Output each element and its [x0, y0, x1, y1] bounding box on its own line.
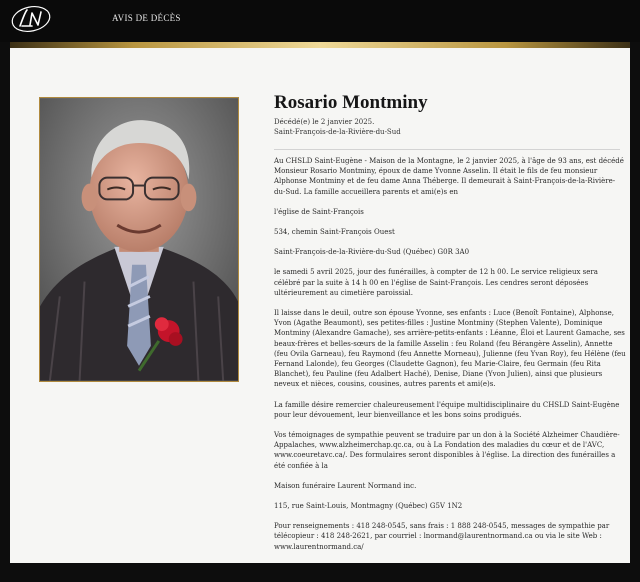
- funeral-home-logo[interactable]: [10, 4, 52, 34]
- paragraph-survivors: Il laisse dans le deuil, outre son épouse Yvonne, ses enfants : Luce (Benoît Fontaine), Alphonse, Yvon (Agathe Beaumont), ses petites-filles : Justine Montminy (Stephen Valente), Dominique Montminy (Alexandre Gamache), ses arrière-petits-enfants : Léanne, Éloi et Laurent Gamache, ses beaux-frères et belles-sœurs de la famille Asselin : feu Roland (feu Bérangère Asselin), Annette (feu Ovila Garneau), feu Raymond (feu Annette Morneau), Julienne (feu Yvan Roy), feu Hélène (feu Fernand Lalonde), feu Georges (Claudette Gagnon), feu Marie-Claire, feu Germain (feu Rita Blanchet), feu Pauline (feu Adalbert Haché), Denise, Diane (Yvon Julien), ainsi que plusieurs neveux et nièces, cousins, cousines, autres parents et ami(e)s.: [274, 309, 626, 389]
- paragraph-funeral-home: Maison funéraire Laurent Normand inc.: [274, 481, 417, 490]
- paragraph-thanks: La famille désire remercier chaleureusement l'équipe multidisciplinaire du CHSLD Saint-Eugène pour leur dévouement, leur bienveillance et les bons soins prodigués.: [274, 400, 620, 419]
- paragraph-funeral-home-address: 115, rue Saint-Louis, Montmagny (Québec) G5V 1N2: [274, 502, 463, 511]
- paragraph-announcement: Au CHSLD Saint-Eugène - Maison de la Montagne, le 2 janvier 2025, à l'âge de 93 ans, est décédé Monsieur Rosario Montminy, époux de dame Yvonne Asselin. Il était le fils de feu monsieur Alphonse Montminy et de feu dame Anna Théberge. Il demeurait à Saint-François-de-la-Rivière-du-Sud. La famille accueillera parents et ami(e)s en: [274, 157, 624, 196]
- obituary-body: [274, 156, 626, 582]
- obituary-header: [274, 92, 624, 150]
- deceased-name: Rosario Montminy: [274, 92, 428, 113]
- date-of-death: Décédé(e) le 2 janvier 2025.: [274, 118, 375, 126]
- paragraph-address: 534, chemin Saint-François Ouest: [274, 228, 395, 237]
- residence-location: Saint-François-de-la-Rivière-du-Sud: [274, 128, 401, 136]
- paragraph-venue: l'église de Saint-François: [274, 207, 364, 216]
- portrait-image: [40, 98, 238, 381]
- paragraph-contact: Pour renseignements : 418 248-0545, sans frais : 1 888 248-0545, messages de sympathie par télécopieur : 418 248-2621, par courriel : lnormand@laurentnormand.ca ou via le site Web : www.laurentnormand.ca/: [274, 522, 610, 551]
- obituary-meta: [274, 117, 624, 137]
- nav-obituaries-link[interactable]: AVIS DE DÉCÈS: [112, 13, 181, 23]
- deceased-portrait: [39, 97, 239, 382]
- bottom-strip: [0, 563, 640, 573]
- paragraph-donations: Vos témoignages de sympathie peuvent se traduire par un don à la Société Alzheimer Chaudière-Appalaches, www.alzheimerchap.qc.ca, ou à La Fondation des maladies du cœur et de l'AVC, www.coeuretavc.ca/. Des formulaires seront disponibles à l'église. La direction des funérailles a été confiée à la: [274, 431, 620, 470]
- header-divider: [274, 149, 620, 150]
- paragraph-funeral-details: le samedi 5 avril 2025, jour des funérailles, à compter de 12 h 00. Le service religieux sera célébré par la suite à 14 h 00 en l'église de Saint-François. Les cendres seront déposées ultérieurement au cimetière paroissial.: [274, 268, 598, 297]
- paragraph-city: Saint-François-de-la-Rivière-du-Sud (Québec) G0R 3A0: [274, 248, 470, 257]
- top-bar: [0, 0, 640, 42]
- obituary-panel: [10, 48, 630, 563]
